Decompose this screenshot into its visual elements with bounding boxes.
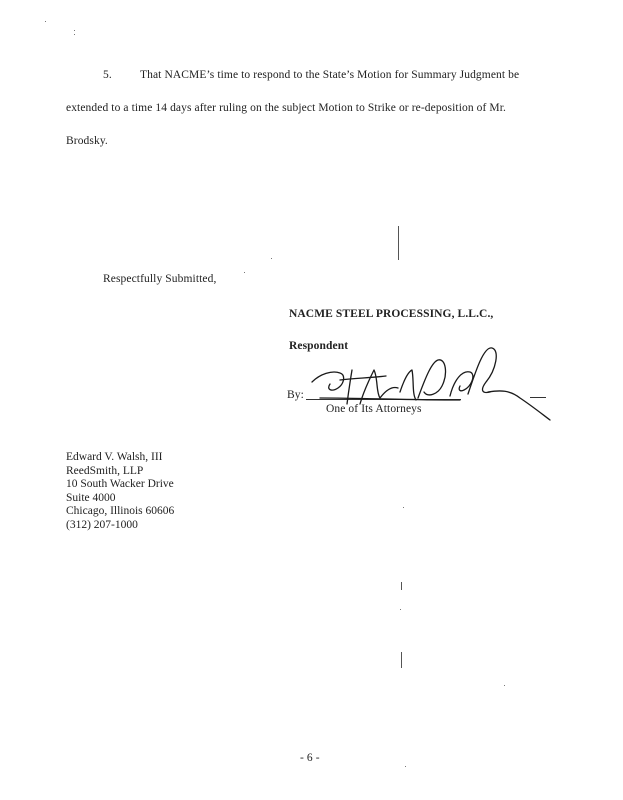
scan-speck <box>403 507 404 508</box>
paragraph-line-3: Brodsky. <box>66 135 108 147</box>
scan-speck <box>400 609 401 610</box>
scan-mark <box>401 582 402 590</box>
scan-speck <box>504 685 505 686</box>
by-label: By: <box>287 389 304 401</box>
attorney-line: 10 South Wacker Drive <box>66 478 174 491</box>
company-name: NACME STEEL PROCESSING, L.L.C., <box>289 308 494 320</box>
signature-caption: One of Its Attorneys <box>326 403 422 415</box>
attorney-line: Edward V. Walsh, III <box>66 451 163 463</box>
attorney-line: Suite 4000 <box>66 491 116 504</box>
scan-speck <box>74 30 75 31</box>
attorney-line: (312) 207-1000 <box>66 518 138 531</box>
paragraph-line-2: extended to a time 14 days after ruling on the subject Motion to Strike or re-deposition of Mr. <box>66 102 507 114</box>
scan-mark <box>401 652 402 668</box>
scan-speck <box>74 34 75 35</box>
attorney-line: Chicago, Illinois 60606 <box>66 505 175 518</box>
scan-speck <box>271 258 272 259</box>
scan-speck <box>244 272 245 273</box>
scan-mark <box>398 226 399 260</box>
paragraph-number: 5. <box>103 69 112 81</box>
attorney-address-block <box>66 451 174 533</box>
page-number: - 6 - <box>300 752 320 764</box>
scan-speck <box>45 21 46 22</box>
attorney-signature <box>300 340 560 430</box>
respondent-label: Respondent <box>289 340 349 352</box>
scan-speck <box>405 766 406 767</box>
respectfully-submitted: Respectfully Submitted, <box>103 273 217 285</box>
attorney-line: ReedSmith, LLP <box>66 464 144 477</box>
paragraph-line-1: That NACME’s time to respond to the State’s Motion for Summary Judgment be <box>140 69 520 81</box>
